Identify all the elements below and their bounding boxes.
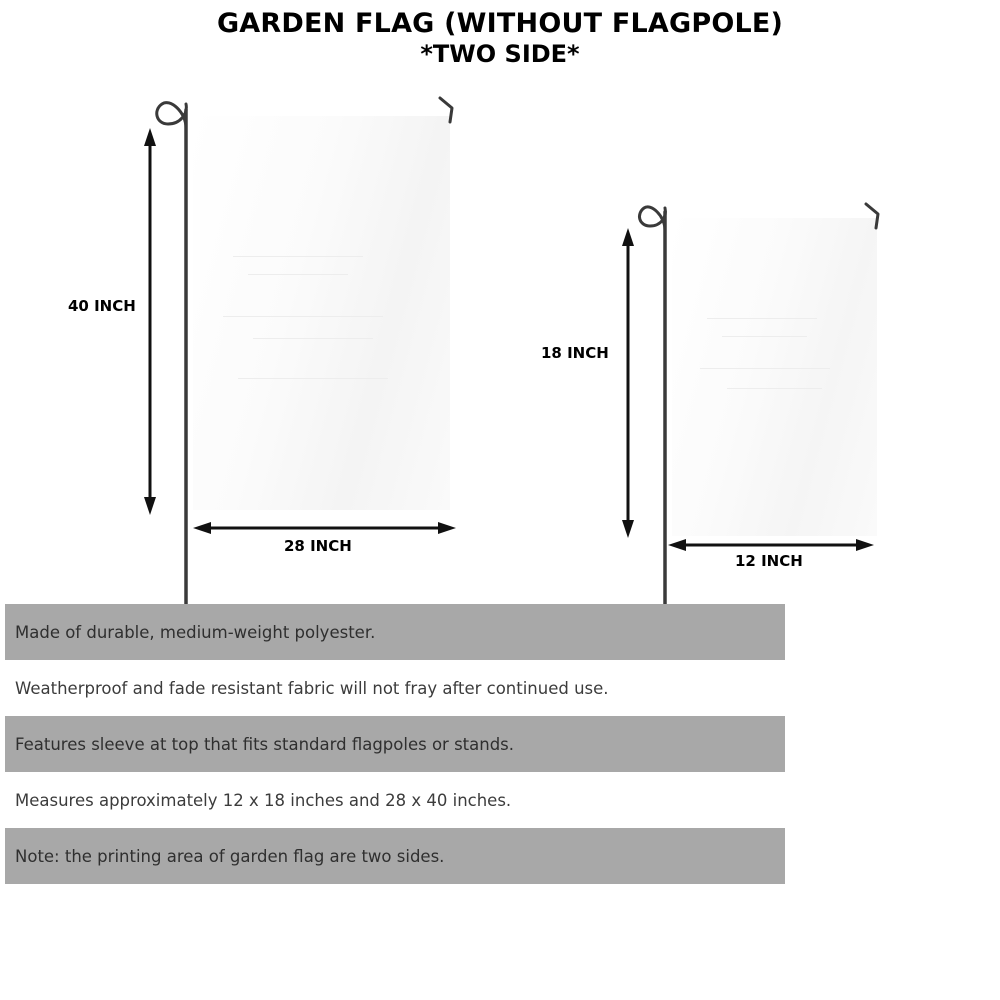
feature-text: Features sleeve at top that fits standard flagpoles or stands. — [15, 734, 515, 754]
title-sub: *TWO SIDE* — [420, 40, 580, 69]
large-pole-loop-icon — [157, 103, 187, 128]
small-height-arrow-bottom — [622, 520, 634, 538]
title-main: GARDEN FLAG (WITHOUT FLAGPOLE) — [216, 8, 784, 39]
feature-text: Made of durable, medium-weight polyester. — [15, 622, 376, 642]
list-item — [5, 660, 785, 716]
list-item — [5, 716, 785, 772]
feature-list — [5, 604, 785, 884]
list-item — [5, 604, 785, 660]
large-width-arrow-right — [438, 522, 456, 534]
large-width-arrow-left — [193, 522, 211, 534]
large-flag-height-label: 40 INCH — [68, 297, 136, 315]
large-height-arrow-top — [144, 128, 156, 146]
small-width-arrow-right — [856, 539, 874, 551]
large-flag-top-hook-icon — [440, 98, 452, 122]
feature-text: Note: the printing area of garden flag are two sides. — [15, 846, 445, 866]
list-item — [5, 772, 785, 828]
feature-text: Measures approximately 12 x 18 inches and 28 x 40 inches. — [15, 790, 512, 810]
large-flag-width-label: 28 INCH — [284, 537, 352, 555]
small-flag-top-hook-icon — [866, 204, 878, 228]
list-item — [5, 828, 785, 884]
small-flag-height-label: 18 INCH — [541, 344, 609, 362]
feature-text: Weatherproof and fade resistant fabric will not fray after continued use. — [15, 678, 609, 698]
small-flag-width-label: 12 INCH — [735, 552, 803, 570]
small-width-arrow-left — [668, 539, 686, 551]
small-height-arrow-top — [622, 228, 634, 246]
large-height-arrow-bottom — [144, 497, 156, 515]
small-pole-loop-icon — [639, 207, 665, 230]
